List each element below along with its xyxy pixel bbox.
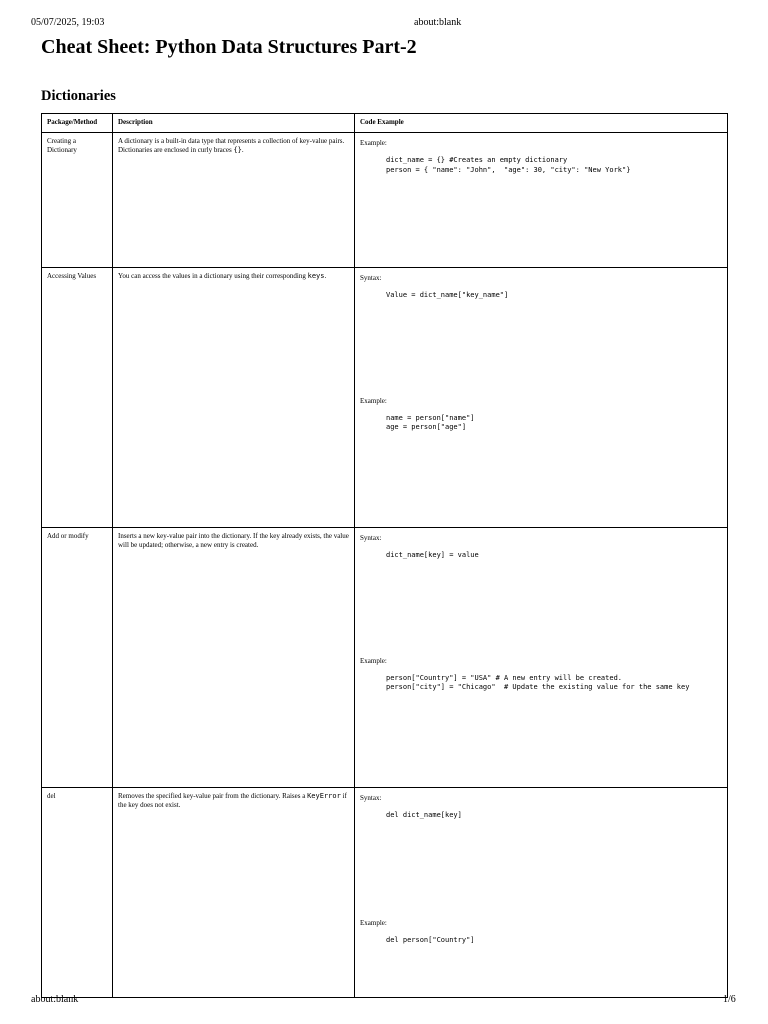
print-timestamp: 05/07/2025, 19:03 bbox=[31, 17, 105, 28]
table-row bbox=[42, 788, 728, 998]
code-example-cell bbox=[355, 268, 728, 528]
description-cell bbox=[113, 133, 355, 268]
dictionary-methods-table bbox=[41, 113, 728, 998]
description-text: You can access the values in a dictionary using their corresponding bbox=[118, 272, 308, 280]
description-text: . bbox=[324, 272, 327, 280]
code-block: dict_name[key] = value bbox=[386, 551, 479, 560]
method-cell: Add or modify bbox=[42, 528, 113, 788]
code-block: dict_name = {} #Creates an empty dictionary person = { "name": "John", "age": 30, "city": "New York"} bbox=[386, 156, 631, 174]
description-text: . bbox=[241, 146, 244, 155]
table-row bbox=[42, 268, 728, 528]
description-text: Removes the specified key-value pair from the dictionary. Raises a bbox=[118, 792, 308, 800]
syntax-label: Syntax: bbox=[360, 794, 382, 802]
example-label: Example: bbox=[360, 396, 387, 405]
example-label: Example: bbox=[360, 918, 387, 927]
description-text: A dictionary is a built-in data type that represents a collection of key-value pairs. Dictionaries are enclosed in curly braces bbox=[118, 137, 345, 155]
page-number: 1/6 bbox=[723, 994, 736, 1005]
syntax-label: Syntax: bbox=[360, 534, 382, 542]
inline-code: keys bbox=[307, 272, 325, 280]
column-header-code-example: Code Example bbox=[355, 114, 728, 133]
section-heading: Dictionaries bbox=[41, 88, 116, 104]
column-header-method: Package/Method bbox=[42, 114, 113, 133]
code-example-cell bbox=[355, 528, 728, 788]
column-header-description: Description bbox=[113, 114, 355, 133]
table-row bbox=[42, 528, 728, 788]
description-text: if the key does not exist. bbox=[118, 792, 347, 810]
method-cell: Creating a Dictionary bbox=[42, 133, 113, 268]
code-block: del dict_name[key] bbox=[386, 811, 462, 820]
inline-code: {} bbox=[233, 146, 242, 155]
page-title: Cheat Sheet: Python Data Structures Part-2 bbox=[41, 36, 417, 58]
print-footer-url: about:blank bbox=[31, 994, 79, 1005]
code-example-cell bbox=[355, 133, 728, 268]
print-header-url: about:blank bbox=[414, 17, 462, 28]
code-block: name = person["name"] age = person["age"] bbox=[386, 413, 475, 432]
description-cell bbox=[113, 268, 355, 528]
syntax-label: Syntax: bbox=[360, 274, 382, 282]
code-block: del person["Country"] bbox=[386, 935, 475, 944]
example-label: Example: bbox=[360, 656, 387, 665]
description-cell: Inserts a new key-value pair into the dictionary. If the key already exists, the value will be updated; otherwise, a new entry is created. bbox=[113, 528, 355, 788]
example-label: Example: bbox=[360, 139, 387, 147]
code-example-cell bbox=[355, 788, 728, 998]
inline-code: KeyError bbox=[307, 792, 341, 800]
table-header-row bbox=[42, 114, 728, 133]
description-cell bbox=[113, 788, 355, 998]
table-row bbox=[42, 133, 728, 268]
code-block: Value = dict_name["key_name"] bbox=[386, 291, 509, 300]
method-cell: del bbox=[42, 788, 113, 998]
method-cell: Accessing Values bbox=[42, 268, 113, 528]
code-block: person["Country"] = "USA" # A new entry will be created. person["city"] = "Chicago" # Update the existing value for the same key bbox=[386, 673, 690, 692]
